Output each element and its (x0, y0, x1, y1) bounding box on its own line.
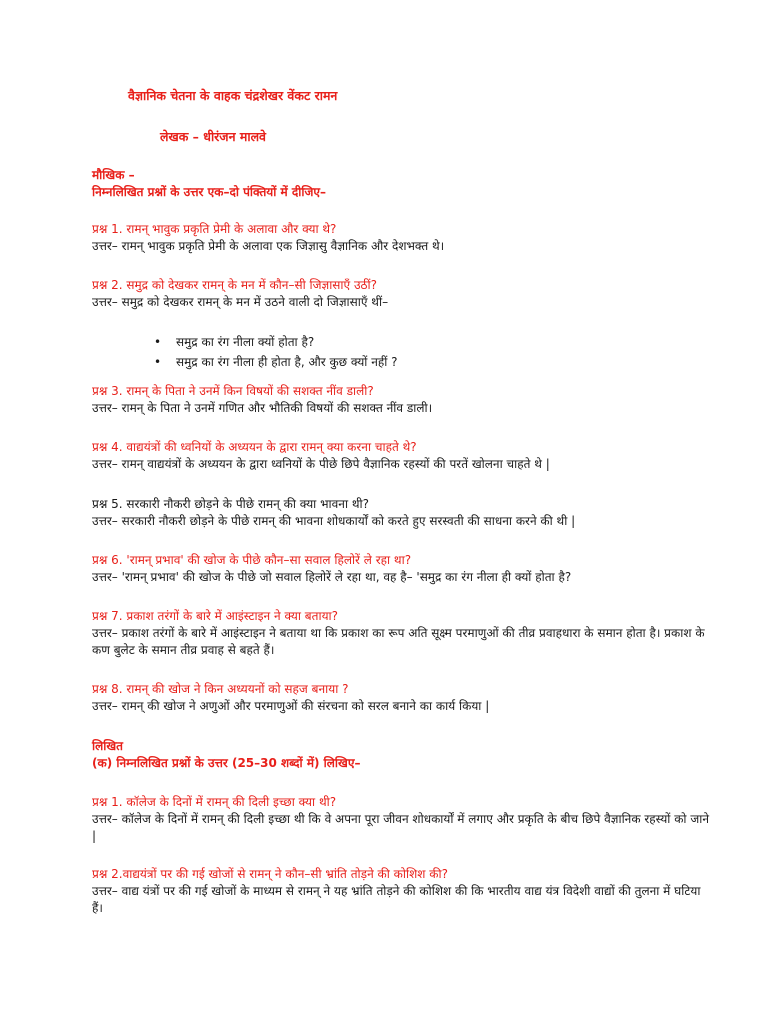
answer-text: उत्तर– समुद्र को देखकर रामन् के मन में उठने वाली दो जिज्ञासाएँ थीं– (92, 295, 389, 309)
bullet-list (150, 334, 398, 374)
question-text: प्रश्न 2. समुद्र को देखकर रामन् के मन में कौन–सी जिज्ञासाएँ उठीं? (92, 278, 377, 292)
list-item (150, 334, 398, 351)
qa-item-2 (92, 277, 712, 311)
qa-item-4 (92, 439, 712, 473)
answer-text: उत्तर– प्रकाश तरंगों के बारे में आइंस्टाइन ने बताया था कि प्रकाश का रूप अति सूक्ष्म परमाणुओं की तीव्र प्रवाहधारा के समान होता है। प्रकाश के कण बुलेट के समान तीव्र प्रवाह से बहते हैं। (92, 626, 705, 657)
likhit-qa-item-2 (92, 866, 712, 917)
answer-text: उत्तर– रामन् भावुक प्रकृति प्रेमी के अलावा एक जिज्ञासु वैज्ञानिक और देशभक्त थे। (92, 239, 445, 253)
bullet-text: समुद्र का रंग नीला क्यों होता है? (176, 335, 315, 349)
qa-item-5 (92, 496, 712, 530)
likhit-instruction: (क) निम्नलिखित प्रश्नों के उत्तर (25–30 शब्दों में) लिखिए– (92, 756, 361, 770)
answer-text: उत्तर– कॉलेज के दिनों में रामन् की दिली इच्छा थी कि वे अपना पूरा जीवन शोधकार्यों में लगाए और प्रकृति के बीच छिपे वैज्ञानिक रहस्यों को जाने | (92, 812, 710, 843)
answer-text: उत्तर– रामन् के पिता ने उनमें गणित और भौतिकी विषयों की सशक्त नींव डाली। (92, 401, 433, 415)
question-text: प्रश्न 8. रामन् की खोज ने किन अध्ययनों को सहज बनाया ? (92, 682, 349, 696)
maukhik-heading: मौखिक – (92, 168, 135, 182)
question-text: प्रश्न 6. 'रामन् प्रभाव' की खोज के पीछे कौन–सा सवाल हिलोरें ले रहा था? (92, 553, 412, 567)
bullet-text: समुद्र का रंग नीला ही होता है, और कुछ क्यों नहीं ? (176, 355, 398, 369)
bullet-icon: • (154, 355, 162, 369)
likhit-section-header (92, 738, 712, 772)
list-item (150, 354, 398, 371)
document-title: वैज्ञानिक चेतना के वाहक चंद्रशेखर वेंकट रामन (128, 88, 338, 103)
maukhik-section-header (92, 167, 712, 201)
maukhik-instruction: निम्नलिखित प्रश्नों के उत्तर एक–दो पंक्तियों में दीजिए– (92, 185, 327, 199)
qa-item-3 (92, 383, 712, 417)
question-text: प्रश्न 1. कॉलेज के दिनों में रामन् की दिली इच्छा क्या थी? (92, 795, 337, 809)
qa-item-8 (92, 681, 712, 715)
answer-text: उत्तर– 'रामन् प्रभाव' की खोज के पीछे जो सवाल हिलोरें ले रहा था, वह है– 'समुद्र का रंग नीला ही क्यों होता है? (92, 570, 572, 584)
question-text: प्रश्न 4. वाद्ययंत्रों की ध्वनियों के अध्ययन के द्वारा रामन् क्या करना चाहते थे? (92, 440, 417, 454)
likhit-qa-item-1 (92, 794, 712, 845)
author-line: लेखक – धीरंजन मालवे (160, 129, 266, 144)
bullet-icon: • (154, 335, 162, 349)
answer-text: उत्तर– रामन् वाद्ययंत्रों के अध्ययन के द्वारा ध्वनियों के पीछे छिपे वैज्ञानिक रहस्यों की परतें खोलना चाहते थे | (92, 457, 550, 471)
likhit-heading: लिखित (92, 739, 124, 753)
question-text: प्रश्न 3. रामन् के पिता ने उनमें किन विषयों की सशक्त नींव डाली? (92, 384, 374, 398)
answer-text: उत्तर– वाद्य यंत्रों पर की गई खोजों के माध्यम से रामन् ने यह भ्रांति तोड़ने की कोशिश की कि भारतीय वाद्य यंत्र विदेशी वाद्यों की तुलना में घटिया हैं। (92, 884, 701, 915)
question-text: प्रश्न 5. सरकारी नौकरी छोड़ने के पीछे रामन् की क्या भावना थी? (92, 497, 370, 511)
qa-item-7 (92, 608, 712, 659)
question-text: प्रश्न 7. प्रकाश तरंगों के बारे में आइंस्टाइन ने क्या बताया? (92, 609, 339, 623)
question-text: प्रश्न 1. रामन् भावुक प्रकृति प्रेमी के अलावा और क्या थे? (92, 222, 337, 236)
qa-item-1 (92, 221, 712, 255)
answer-text: उत्तर– सरकारी नौकरी छोड़ने के पीछे रामन् की भावना शोधकार्यों को करते हुए सरस्वती की साधना करने की थी | (92, 514, 576, 528)
qa-item-6 (92, 552, 712, 586)
answer-text: उत्तर– रामन् की खोज ने अणुओं और परमाणुओं की संरचना को सरल बनाने का कार्य किया | (92, 699, 490, 713)
question-text: प्रश्न 2.वाद्ययंत्रों पर की गई खोजों से रामन् ने कौन–सी भ्रांति तोड़ने की कोशिश की? (92, 867, 448, 881)
